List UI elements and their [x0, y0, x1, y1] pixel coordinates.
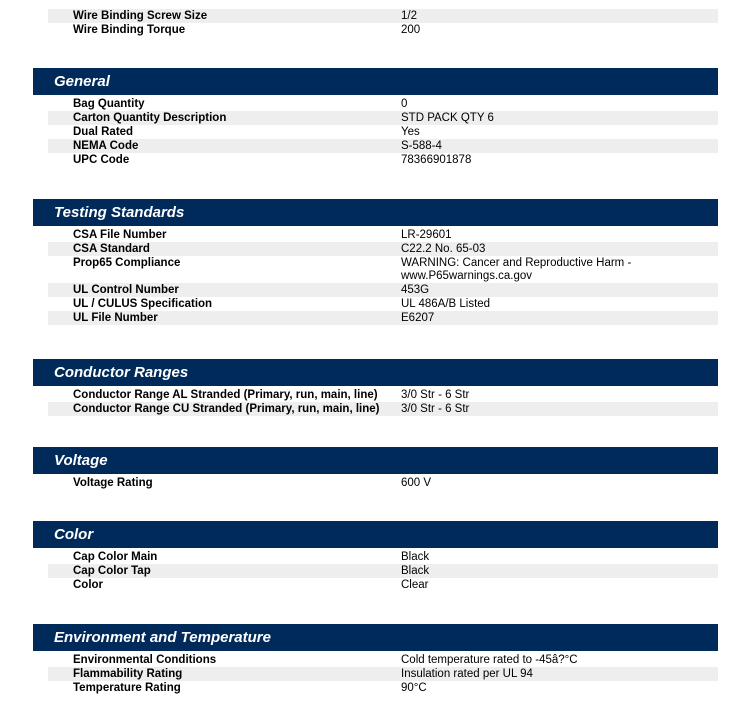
spec-label: Wire Binding Screw Size [73, 10, 208, 22]
spec-label: CSA Standard [73, 243, 150, 255]
spec-row [48, 125, 718, 139]
spec-label: Wire Binding Torque [73, 24, 186, 36]
spec-value: 78366901878 [401, 154, 472, 166]
section-title: Testing Standards [54, 204, 185, 221]
spec-row [48, 256, 718, 283]
spec-row [48, 402, 718, 416]
section-header [33, 68, 718, 95]
spec-label: Cap Color Tap [73, 565, 151, 577]
section-title: Conductor Ranges [54, 364, 189, 381]
spec-row [48, 139, 718, 153]
spec-row [48, 228, 718, 242]
spec-value: 453G [401, 284, 430, 296]
spec-row [48, 681, 718, 695]
spec-row [48, 242, 718, 256]
spec-label: Color [73, 579, 104, 591]
spec-row [48, 550, 718, 564]
section-title: Voltage [54, 452, 108, 469]
spec-row [48, 9, 718, 23]
spec-value: Yes [401, 126, 420, 138]
spec-label: Environmental Conditions [73, 654, 217, 666]
spec-row [48, 283, 718, 297]
section-title: General [54, 73, 110, 90]
spec-label: CSA File Number [73, 229, 167, 241]
spec-value: STD PACK QTY 6 [401, 112, 494, 124]
spec-row [48, 578, 718, 592]
spec-label: UL Control Number [73, 284, 179, 296]
spec-value: 90°C [401, 682, 427, 694]
spec-value: Black [401, 551, 430, 563]
spec-label: Cap Color Main [73, 551, 158, 563]
spec-row [48, 653, 718, 667]
spec-value: Cold temperature rated to -45â?°C [401, 654, 578, 666]
spec-row [48, 153, 718, 167]
spec-label: Flammability Rating [73, 668, 183, 680]
spec-value: 3/0 Str - 6 Str [401, 389, 470, 401]
spec-label: Bag Quantity [73, 98, 145, 110]
section-header [33, 624, 718, 651]
spec-label: UL File Number [73, 312, 158, 324]
spec-value: 600 V [401, 477, 432, 489]
spec-row [48, 311, 718, 325]
spec-label: Temperature Rating [73, 682, 181, 694]
section-title: Environment and Temperature [54, 629, 271, 646]
spec-value: 200 [401, 24, 421, 36]
spec-label: Dual Rated [73, 126, 134, 138]
spec-value: C22.2 No. 65-03 [401, 243, 486, 255]
spec-label: NEMA Code [73, 140, 139, 152]
section-title: Color [54, 526, 94, 543]
spec-value: Clear [401, 579, 429, 591]
spec-value: S-588-4 [401, 140, 442, 152]
spec-label: Conductor Range CU Stranded (Primary, run, main, line) [73, 403, 380, 415]
spec-value: 0 [401, 98, 408, 110]
section-header [33, 199, 718, 226]
spec-label: Carton Quantity Description [73, 112, 227, 124]
spec-value: Black [401, 565, 430, 577]
spec-label: Conductor Range AL Stranded (Primary, run, main, line) [73, 389, 378, 401]
spec-value: E6207 [401, 312, 435, 324]
section-header [33, 359, 718, 386]
spec-row [48, 23, 718, 37]
spec-value: Insulation rated per UL 94 [401, 668, 533, 680]
section-header [33, 521, 718, 548]
spec-row [48, 564, 718, 578]
spec-value: WARNING: Cancer and Reproductive Harm - [401, 257, 632, 269]
spec-label: Prop65 Compliance [73, 257, 181, 269]
spec-value: UL 486A/B Listed [401, 298, 491, 310]
spec-value-line2: www.P65warnings.ca.gov [401, 270, 533, 282]
section-header [33, 447, 718, 474]
spec-value: 1/2 [401, 10, 417, 22]
spec-row [48, 388, 718, 402]
spec-row [48, 111, 718, 125]
spec-label: Voltage Rating [73, 477, 153, 489]
spec-label: UL / CULUS Specification [73, 298, 213, 310]
spec-row [48, 97, 718, 111]
spec-label: UPC Code [73, 154, 130, 166]
spec-value: LR-29601 [401, 229, 452, 241]
spec-value: 3/0 Str - 6 Str [401, 403, 470, 415]
spec-row [48, 297, 718, 311]
spec-row [48, 476, 718, 490]
spec-row [48, 667, 718, 681]
